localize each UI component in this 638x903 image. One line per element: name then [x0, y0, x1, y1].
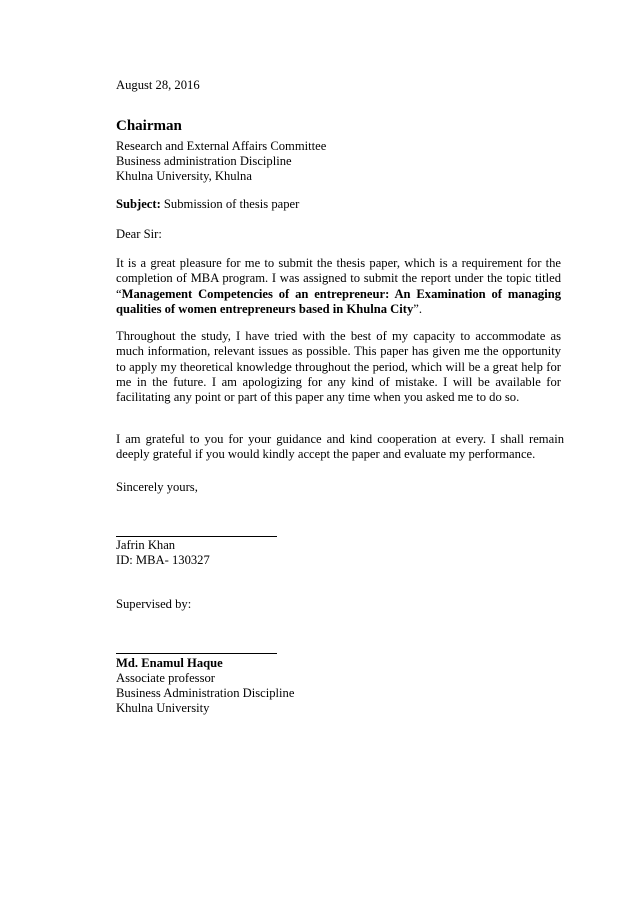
supervisor-title: Associate professor [116, 671, 215, 685]
supervisor-signature-line [116, 653, 277, 654]
paragraph-intro-end: ”. [413, 301, 423, 316]
supervised-label: Supervised by: [116, 597, 192, 611]
subject-line [116, 196, 299, 212]
supervisor-university: Khulna University [116, 701, 210, 715]
thesis-topic: Management Competencies of an entrepreneur: An Examination of managing qualities of women entrepreneurs based in Khulna City [116, 286, 561, 316]
subject-label: Subject: [116, 197, 161, 211]
paragraph-intro [116, 256, 561, 317]
paragraph-study: Throughout the study, I have tried with the best of my capacity to accommodate as much information, relevant issues as possible. This paper has given me the opportunity to apply my theoretical knowledge throughout the period, which will be a great help for me in the future. I am apologizing for any kind of mistake. I will be available for facilitating any point or part of this paper any time when you asked me to do so. [116, 329, 561, 405]
subject-text: Submission of thesis paper [160, 197, 300, 211]
paragraph-intro-text: It is a great pleasure for me to submit the thesis paper, which is a requirement for the completion of MBA program. I was assigned to submit the report under the topic titled “ [116, 256, 561, 301]
recipient-line-university: Khulna University, Khulna [116, 169, 252, 183]
recipient-line-committee: Research and External Affairs Committee [116, 139, 327, 153]
letter-date: August 28, 2016 [116, 78, 200, 92]
sender-name: Jafrin Khan [116, 538, 176, 552]
recipient-title: Chairman [116, 118, 182, 134]
recipient-line-discipline: Business administration Discipline [116, 154, 292, 168]
sender-id: ID: MBA- 130327 [116, 553, 210, 567]
supervisor-discipline: Business Administration Discipline [116, 686, 295, 700]
supervisor-name: Md. Enamul Haque [116, 656, 223, 670]
closing: Sincerely yours, [116, 480, 198, 494]
salutation: Dear Sir: [116, 227, 162, 241]
paragraph-gratitude: I am grateful to you for your guidance and kind cooperation at every. I shall remain deeply grateful if you would kindly accept the paper and evaluate my performance. [116, 432, 564, 462]
